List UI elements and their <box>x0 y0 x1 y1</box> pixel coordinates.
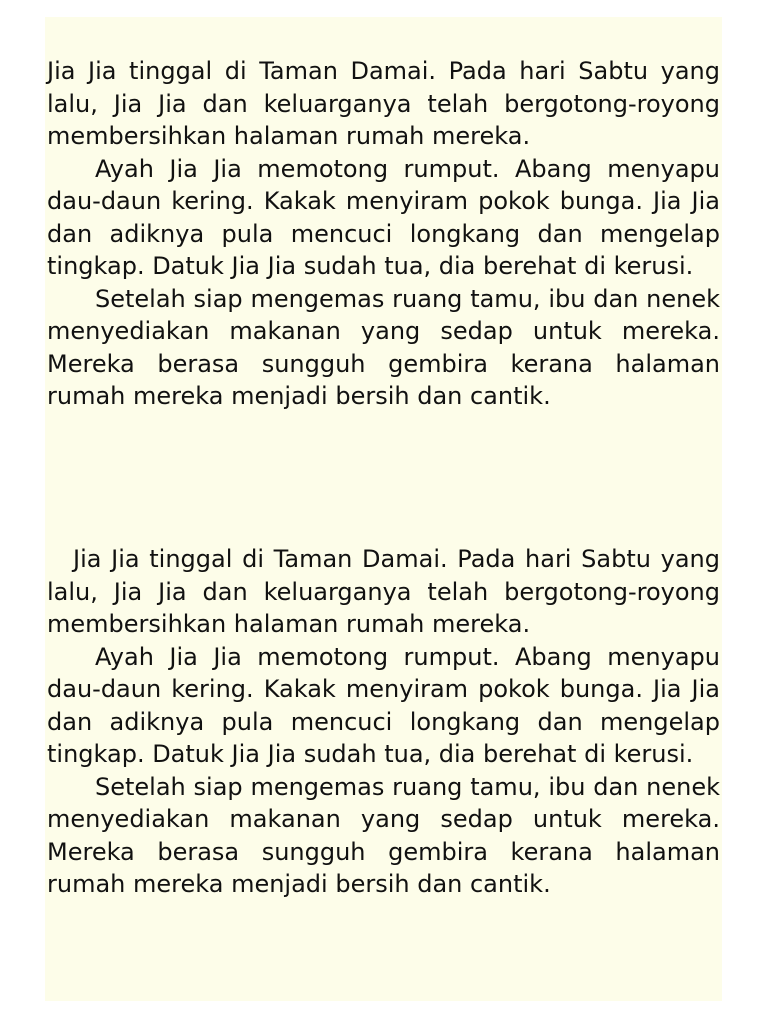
paragraph: Jia Jia tinggal di Taman Damai. Pada hari Sabtu yang lalu, Jia Jia dan keluarganya telah bergotong-royong membersihkan halaman rumah mereka. <box>47 57 720 150</box>
passage-2 <box>47 543 720 901</box>
passage-1 <box>47 55 720 413</box>
document-page <box>45 17 722 1001</box>
paragraph: Ayah Jia Jia memotong rumput. Abang menyapu dau-daun kering. Kakak menyiram pokok bunga. Jia Jia dan adiknya pula mencuci longkang dan mengelap tingkap. Datuk Jia Jia sudah tua, dia berehat di kerusi. <box>47 642 720 768</box>
paragraph: Setelah siap mengemas ruang tamu, ibu dan nenek menyediakan makanan yang sedap untuk mereka. Mereka berasa sungguh gembira kerana halaman rumah mereka menjadi bersih dan cantik. <box>47 284 720 410</box>
paragraph: Setelah siap mengemas ruang tamu, ibu dan nenek menyediakan makanan yang sedap untuk mereka. Mereka berasa sungguh gembira kerana halaman rumah mereka menjadi bersih dan cantik. <box>47 772 720 898</box>
paragraph: Ayah Jia Jia memotong rumput. Abang menyapu dau-daun kering. Kakak menyiram pokok bunga. Jia Jia dan adiknya pula mencuci longkang dan mengelap tingkap. Datuk Jia Jia sudah tua, dia berehat di kerusi. <box>47 154 720 280</box>
paragraph: Jia Jia tinggal di Taman Damai. Pada hari Sabtu yang lalu, Jia Jia dan keluarganya telah bergotong-royong membersihkan halaman rumah mereka. <box>47 545 720 638</box>
